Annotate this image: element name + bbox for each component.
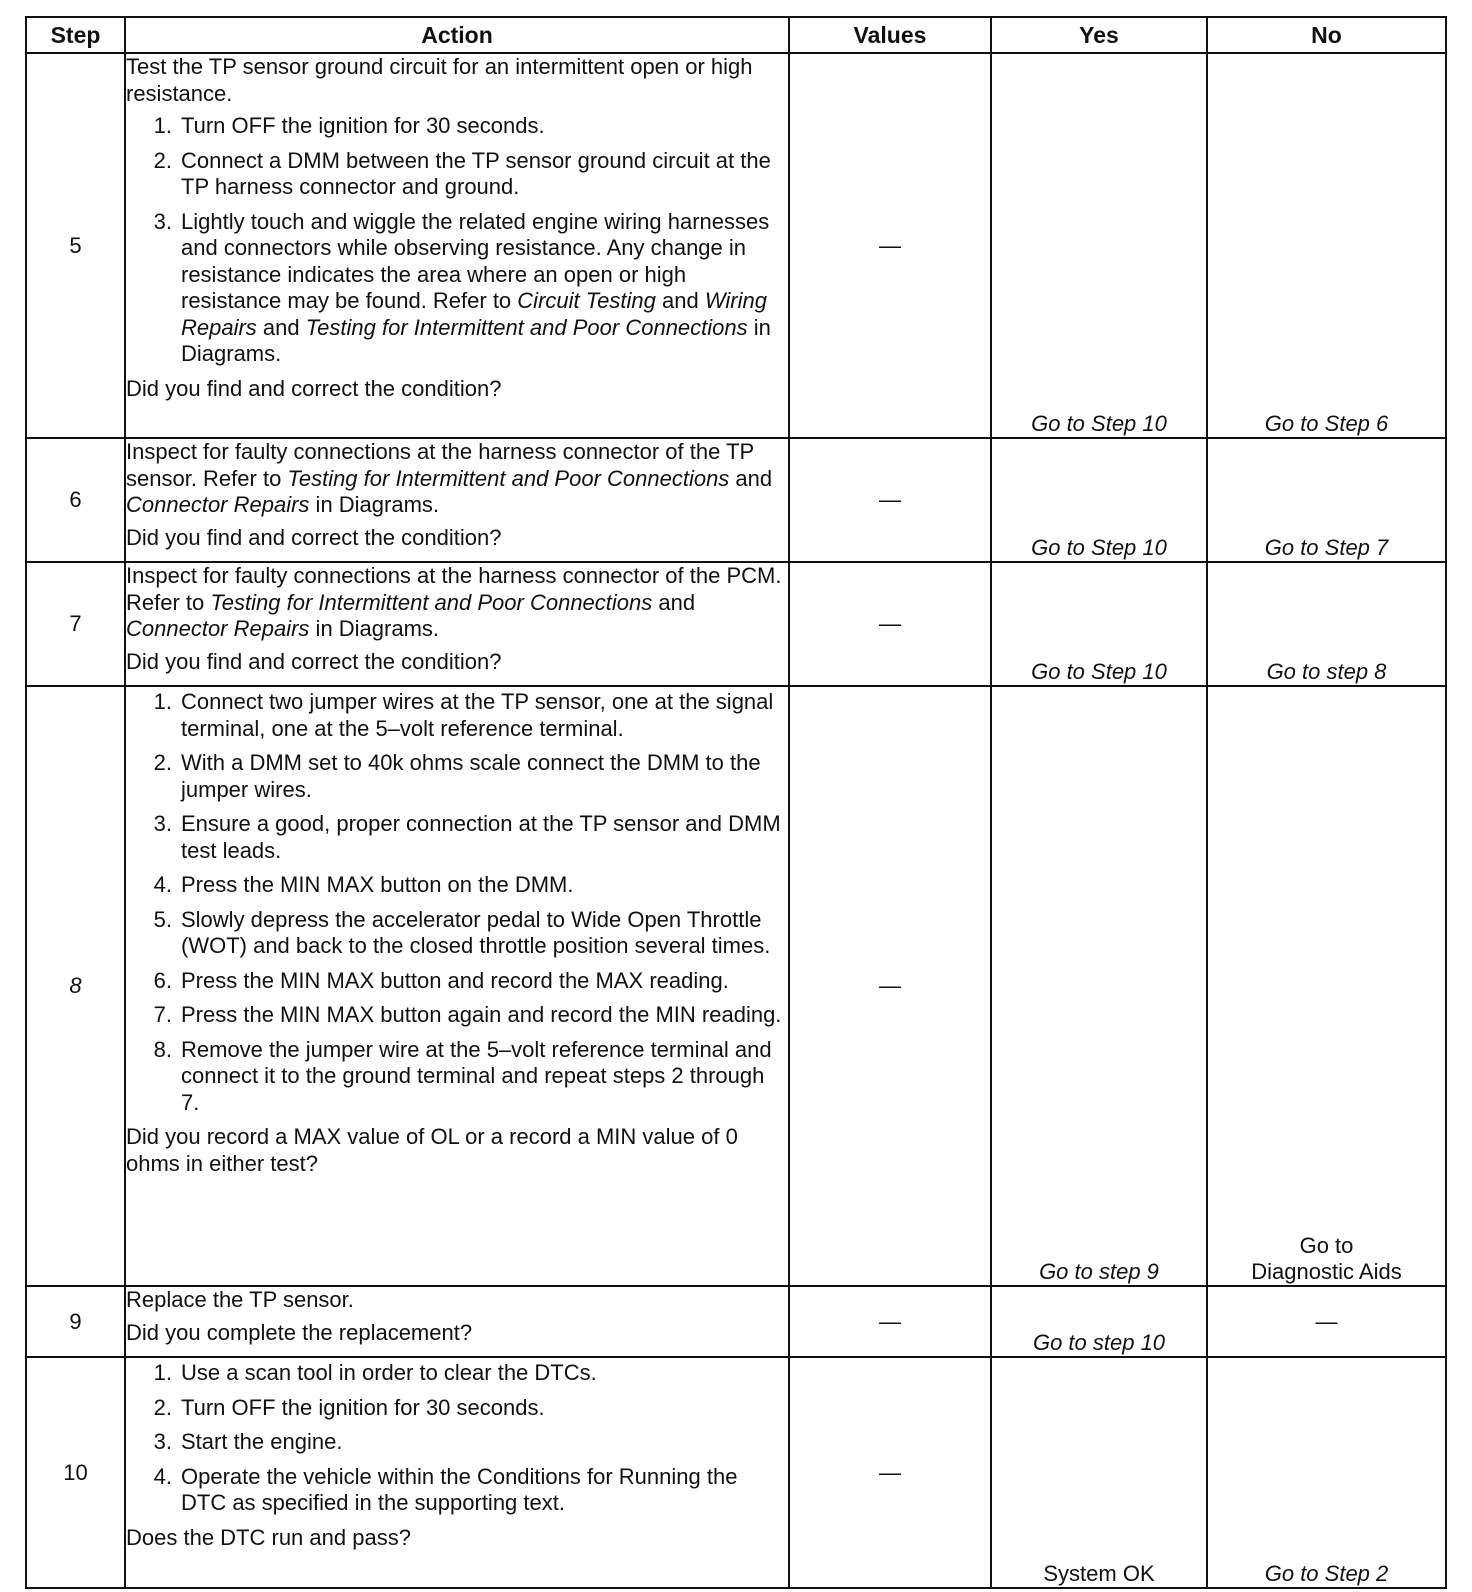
reference-link-text: Wiring Repairs (181, 288, 767, 340)
procedure-step (126, 872, 788, 899)
procedure-step-number: 2. (153, 147, 172, 173)
procedure-step-text: Remove the jumper wire at the 5–volt reference terminal and connect it to the ground terminal and repeat steps 2 through 7. (181, 1036, 772, 1115)
header-values: Values (789, 17, 991, 53)
procedure-step-text: Press the MIN MAX button again and record the MIN reading. (181, 1002, 782, 1027)
no-result: Go to Step 2 (1207, 1357, 1446, 1588)
procedure-step-number: 6. (153, 967, 172, 993)
procedure-step-number: 4. (153, 872, 172, 897)
header-yes: Yes (991, 17, 1207, 53)
table-body (26, 53, 1446, 1588)
action-cell (125, 562, 789, 686)
procedure-step-number: 8. (153, 1036, 172, 1062)
header-action: Action (125, 17, 789, 53)
procedure-step-text: Lightly touch and wiggle the related engine wiring harnesses and connectors while observing resistance. Any change in resistance indicates the area where an open or high resistance may be found. Refer to (181, 208, 770, 313)
procedure-step-text: With a DMM set to 40k ohms scale connect the DMM to the jumper wires. (181, 750, 761, 802)
action-text: Test the TP sensor ground circuit for an intermittent open or high resistance. (126, 54, 753, 106)
action-question: Did you find and correct the condition? (126, 648, 502, 674)
yes-result: Go to step 9 (991, 686, 1207, 1286)
action-intro (126, 563, 788, 643)
yes-result: Go to Step 10 (991, 53, 1207, 438)
step-number: 10 (26, 1357, 125, 1588)
table-row (26, 686, 1446, 1286)
procedure-step-text: Use a scan tool in order to clear the DTCs. (181, 1360, 597, 1385)
step-number: 5 (26, 53, 125, 438)
action-text: and (729, 465, 773, 491)
action-question: Did you record a MAX value of OL or a record a MIN value of 0 ohms in either test? (126, 1124, 738, 1176)
action-question: Did you find and correct the condition? (126, 375, 502, 401)
procedure-step-text: Operate the vehicle within the Conditions for Running the DTC as specified in the supporting text. (181, 1463, 738, 1515)
procedure-step (126, 148, 788, 201)
step-number: 7 (26, 562, 125, 686)
action-cell (125, 1357, 789, 1588)
procedure-step-number: 1. (153, 1360, 172, 1385)
yes-result: System OK (991, 1357, 1207, 1588)
procedure-step (126, 209, 788, 368)
action-question: Did you find and correct the condition? (126, 524, 502, 550)
procedure-step (126, 1464, 788, 1517)
table-row (26, 1286, 1446, 1357)
header-step: Step (26, 17, 125, 53)
procedure-step (126, 689, 788, 742)
values-cell: — (789, 438, 991, 562)
procedure-step-number: 7. (153, 1002, 172, 1027)
procedure-step-text: Press the MIN MAX button on the DMM. (181, 872, 574, 897)
values-cell: — (789, 53, 991, 438)
procedure-step-text: in Diagrams. (181, 314, 771, 366)
procedure-step-number: 1. (153, 113, 172, 138)
reference-link-text: Circuit Testing (517, 288, 656, 313)
procedure-step-text: Press the MIN MAX button and record the MAX reading. (181, 967, 729, 993)
procedure-step-text: Start the engine. (181, 1429, 343, 1454)
reference-link-text: Testing for Intermittent and Poor Connections (210, 589, 653, 615)
procedure-step-number: 1. (153, 689, 172, 714)
procedure-step (126, 1037, 788, 1117)
reference-link-text: Connector Repairs (126, 616, 310, 641)
action-text: Replace the TP sensor. (126, 1287, 354, 1312)
no-result: Go to Step 7 (1207, 438, 1446, 562)
procedure-step-text: and (256, 314, 306, 340)
diagnostic-table (25, 16, 1447, 1589)
procedure-step (126, 113, 788, 140)
procedure-step-number: 3. (153, 811, 172, 836)
yes-result: Go to Step 10 (991, 438, 1207, 562)
no-result: Go to Diagnostic Aids (1207, 686, 1446, 1286)
action-cell (125, 438, 789, 562)
procedure-list (126, 113, 788, 368)
procedure-step (126, 1395, 788, 1422)
step-number: 6 (26, 438, 125, 562)
no-result: — (1207, 1286, 1446, 1357)
procedure-step (126, 1002, 788, 1029)
action-text: Inspect for faulty connections at the harness connector of the TP sensor. Refer to (126, 439, 754, 491)
table-row (26, 1357, 1446, 1588)
step-number: 8 (26, 686, 125, 1286)
yes-result: Go to step 10 (991, 1286, 1207, 1357)
reference-link-text: Testing for Intermittent and Poor Connections (305, 314, 748, 340)
no-result: Go to step 8 (1207, 562, 1446, 686)
procedure-step-text: Connect a DMM between the TP sensor ground circuit at the TP harness connector and ground. (181, 147, 771, 199)
table-row (26, 53, 1446, 438)
yes-result: Go to Step 10 (991, 562, 1207, 686)
procedure-step-text: Connect two jumper wires at the TP sensor, one at the signal terminal, one at the 5–volt reference terminal. (181, 689, 774, 741)
values-cell: — (789, 1286, 991, 1357)
action-cell (125, 1286, 789, 1357)
procedure-step-number: 3. (153, 1429, 172, 1454)
procedure-step-number: 3. (153, 208, 172, 234)
values-cell: — (789, 686, 991, 1286)
action-question: Did you complete the replacement? (126, 1319, 473, 1345)
procedure-list (126, 689, 788, 1116)
procedure-step-text: Slowly depress the accelerator pedal to Wide Open Throttle (WOT) and back to the closed throttle position several times. (181, 906, 771, 958)
procedure-list (126, 1360, 788, 1517)
procedure-step-number: 2. (153, 1394, 172, 1420)
action-text: in Diagrams. (309, 492, 440, 517)
procedure-step-number: 4. (153, 1463, 172, 1489)
action-cell (125, 686, 789, 1286)
reference-link-text: Connector Repairs (126, 492, 310, 517)
action-intro (126, 1287, 788, 1314)
action-intro (126, 439, 788, 519)
procedure-step (126, 1360, 788, 1387)
procedure-step-text: Turn OFF the ignition for 30 seconds. (181, 1394, 545, 1420)
reference-link-text: Testing for Intermittent and Poor Connections (287, 465, 730, 491)
procedure-step (126, 811, 788, 864)
procedure-step-number: 2. (153, 750, 172, 775)
procedure-step (126, 1429, 788, 1456)
procedure-step (126, 968, 788, 995)
header-row (26, 17, 1446, 53)
procedure-step (126, 907, 788, 960)
procedure-step-text: Turn OFF the ignition for 30 seconds. (181, 113, 545, 138)
procedure-step-text: and (655, 288, 705, 313)
procedure-step-number: 5. (153, 906, 172, 932)
table-row (26, 562, 1446, 686)
header-no: No (1207, 17, 1446, 53)
values-cell: — (789, 562, 991, 686)
no-result: Go to Step 6 (1207, 53, 1446, 438)
action-question: Does the DTC run and pass? (126, 1524, 411, 1550)
action-cell (125, 53, 789, 438)
procedure-step (126, 750, 788, 803)
step-number: 9 (26, 1286, 125, 1357)
action-text: Inspect for faulty connections at the harness connector of the PCM. Refer to (126, 563, 782, 615)
procedure-step-text: Ensure a good, proper connection at the TP sensor and DMM test leads. (181, 811, 781, 863)
table-row (26, 438, 1446, 562)
action-text: and (652, 589, 696, 615)
values-cell: — (789, 1357, 991, 1588)
action-intro (126, 54, 788, 107)
action-text: in Diagrams. (309, 616, 440, 641)
